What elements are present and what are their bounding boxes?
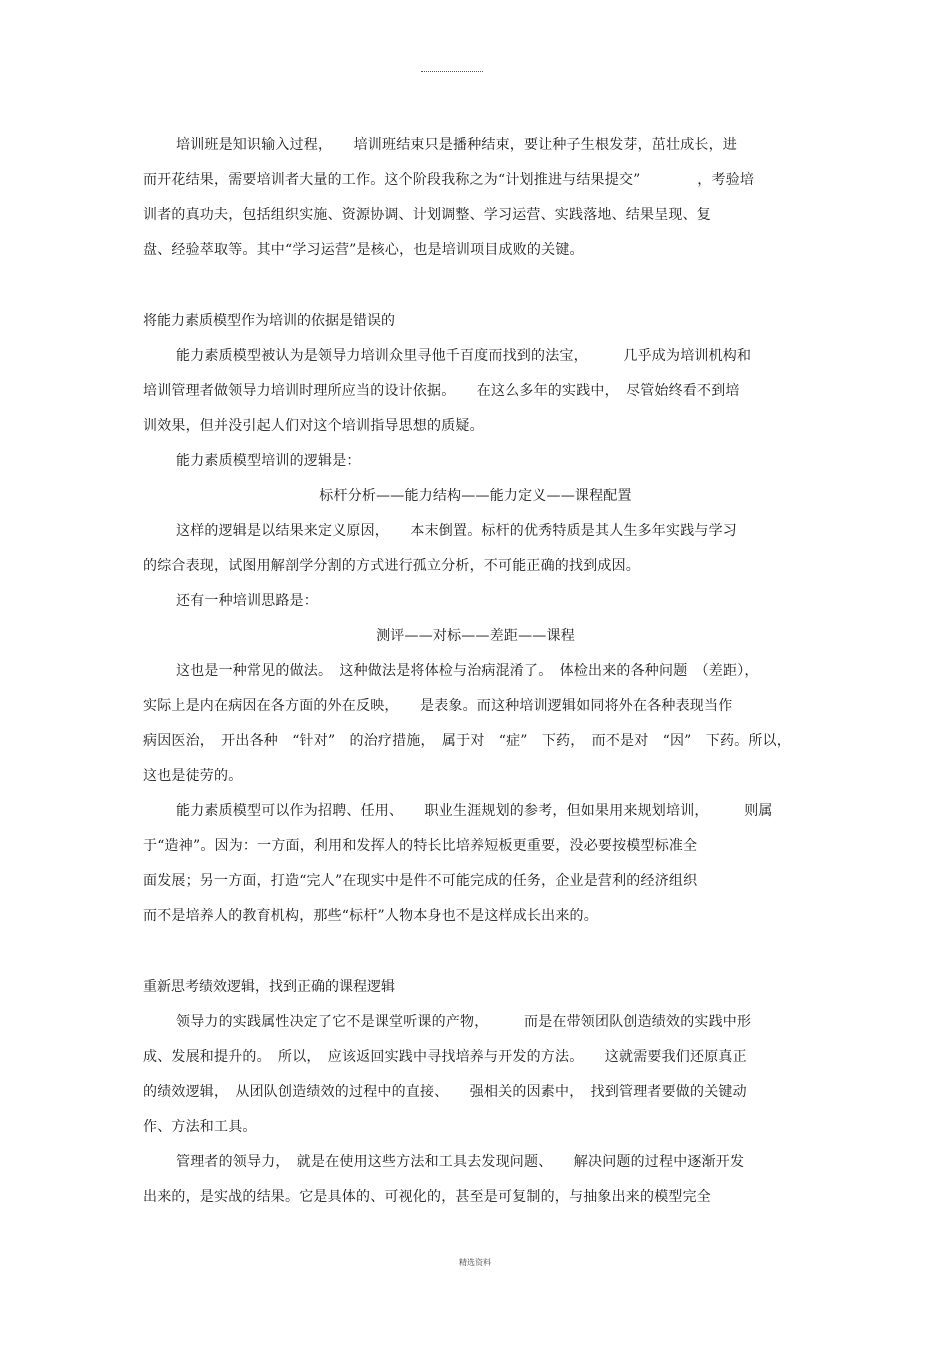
paragraph-line: 的绩效逻辑， 从团队创造绩效的过程中的直接、 强相关的因素中， 找到管理者要做的关键动 (143, 1084, 747, 1100)
paragraph-line: 作、方法和工具。 (143, 1119, 257, 1135)
paragraph-line: 培训管理者做领导力培训时理所应当的设计依据。 在这么多年的实践中， 尽管始终看不到培 (143, 383, 740, 399)
paragraph-line: 成、发展和提升的。 所以， 应该返回实践中寻找培养与开发的方法。 这就需要我们还原真正 (143, 1049, 747, 1065)
paragraph-line: 还有一种培训思路是： (176, 593, 318, 609)
section-heading: 重新思考绩效逻辑，找到正确的课程逻辑 (143, 979, 395, 995)
paragraph-line: 出来的，是实战的结果。它是具体的、可视化的，甚至是可复制的，与抽象出来的模型完全 (143, 1189, 711, 1205)
paragraph-line: 能力素质模型可以作为招聘、任用、 职业生涯规划的参考，但如果用来规划培训， 则属 (176, 803, 773, 819)
paragraph-line: 培训班是知识输入过程， 培训班结束只是播种结束，要让种子生根发芽，茁壮成长，进 (176, 137, 737, 153)
paragraph (143, 128, 808, 268)
paragraph-line: 训效果，但并没引起人们对这个培训指导思想的质疑。 (143, 418, 484, 434)
page-footer: 精选资料 (459, 1258, 491, 1267)
paragraph-line: 这也是徒劳的。 (143, 768, 243, 784)
paragraph-line: 能力素质模型被认为是领导力培训众里寻他千百度而找到的法宝， 几乎成为培训机构和 (176, 348, 752, 364)
paragraph-line: 的综合表现，试图用解剖学分割的方式进行孤立分析，不可能正确的找到成因。 (143, 558, 640, 574)
paragraph-line: 面发展；另一方面，打造“完人”在现实中是件不可能完成的任务，企业是营利的经济组织 (143, 873, 698, 889)
paragraph (143, 584, 808, 619)
paragraph (143, 339, 808, 444)
paragraph-line: 盘、经验萃取等。其中“学习运营”是核心，也是培训项目成败的关键。 (143, 242, 584, 258)
paragraph (143, 444, 808, 479)
paragraph-line: 领导力的实践属性决定了它不是课堂听课的产物， 而是在带领团队创造绩效的实践中形 (176, 1014, 752, 1030)
header-rule (421, 71, 483, 72)
paragraph (143, 1145, 808, 1215)
paragraph-line: 病因医治， 开出各种 “针对” 的治疗措施， 属于对 “症” 下药， 而不是对 “因” 下药。所以， (143, 733, 791, 749)
paragraph-line: 训者的真功夫，包括组织实施、资源协调、计划调整、学习运营、实践落地、结果呈现、复 (143, 207, 711, 223)
logic-chain: 标杆分析——能力结构——能力定义——课程配置 (319, 488, 632, 504)
document-body (143, 128, 808, 1215)
paragraph-line: 能力素质模型培训的逻辑是： (176, 453, 361, 469)
paragraph (143, 514, 808, 584)
section-gap (143, 268, 808, 304)
paragraph-line: 管理者的领导力， 就是在使用这些方法和工具去发现问题、 解决问题的过程中逐渐开发 (176, 1154, 745, 1170)
paragraph-line: 而开花结果，需要培训者大量的工作。这个阶段我称之为“计划推进与结果提交” ，考验培 (143, 172, 755, 188)
paragraph-line: 这样的逻辑是以结果来定义原因， 本末倒置。标杆的优秀特质是其人生多年实践与学习 (176, 523, 737, 539)
paragraph-line: 这也是一种常见的做法。 这种做法是将体检与治病混淆了。 体检出来的各种问题 （差距）， (176, 663, 759, 679)
section-gap (143, 934, 808, 970)
section-heading: 将能力素质模型作为培训的依据是错误的 (143, 313, 395, 329)
logic-chain: 测评——对标——差距——课程 (376, 628, 575, 644)
paragraph-line: 而不是培养人的教育机构，那些“标杆”人物本身也不是这样成长出来的。 (143, 908, 598, 924)
paragraph-line: 实际上是内在病因在各方面的外在反映， 是表象。而这种培训逻辑如同将外在各种表现当作 (143, 698, 733, 714)
paragraph-line: 于“造神”。因为：一方面，利用和发挥人的特长比培养短板更重要，没必要按模型标准全 (143, 838, 698, 854)
paragraph (143, 794, 808, 934)
paragraph (143, 1005, 808, 1145)
paragraph (143, 654, 808, 794)
